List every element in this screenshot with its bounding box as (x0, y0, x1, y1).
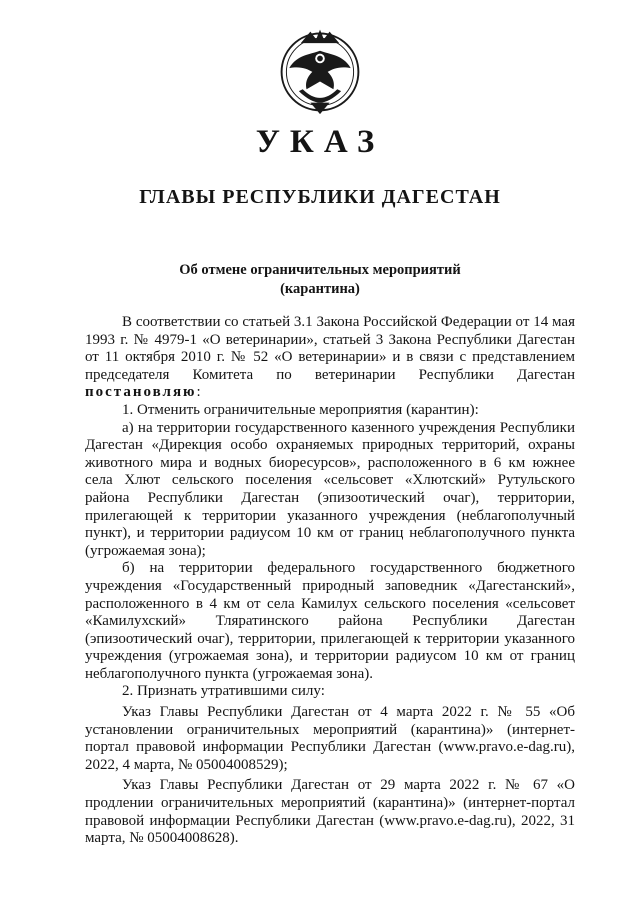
document-type-heading: УКАЗ (255, 124, 385, 160)
decree-punct: : (196, 384, 201, 401)
document-body (85, 314, 575, 848)
item-2: 2. Признать утратившими силу: (122, 683, 325, 700)
item-2b: Указ Главы Республики Дагестан от 29 марта 2022 г. № 67 «О продлении ограничительных мероприятий (карантина)» (интернет-портал правовой информации Республики Дагестан (www.pravo.e-dag.ru), 2022, 31 марта, № 05004008628). (85, 777, 575, 847)
document-issuer-heading: ГЛАВЫ РЕСПУБЛИКИ ДАГЕСТАН (139, 186, 501, 208)
decree-word: постановляю (85, 384, 197, 401)
dagestan-coat-of-arms-icon (272, 22, 368, 118)
item-1: 1. Отменить ограничительные мероприятия (карантин): (122, 401, 479, 418)
title-line-2: (карантина) (280, 281, 360, 297)
item-1a: а) на территории государственного казенного учреждения Республики Дагестан «Дирекция особо охраняемых природных территорий, охраны животного мира и водных биоресурсов», расположенного в 6 км южнее села Хлют сельского поселения «сельсовет «Хлютский» Рутульского района Республики Дагестан (эпизоотический очаг), территории, прилегающей к территории указанного учреждения (неблагополучный пункт), и территории радиусом 10 км от границ неблагополучного пункта (угрожаемая зона); (85, 419, 575, 559)
preamble-paragraph (85, 314, 575, 402)
preamble-text: В соответствии со статьей 3.1 Закона Российской Федерации от 14 мая 1993 г. № 4979-1 «О ветеринарии», статьей 3 Закона Республики Дагестан от 11 октября 2010 г. № 52 «О ветеринарии» и в связи с представлением председателя Комитета по ветеринарии Республики Дагестан (85, 314, 575, 383)
document-title (0, 261, 640, 299)
item-1b: б) на территории федерального государственного бюджетного учреждения «Государственный природный заповедник «Дагестанский», расположенного в 4 км от села Камилух сельского поселения «сельсовет «Камилухский» Тляратинского района Республики Дагестан (эпизоотический очаг), территории, прилегающей к территории указанного учреждения (угрожаемая зона), и территории радиусом 10 км от границ неблагополучного пункта (угрожаемая зона). (85, 560, 575, 682)
item-2a: Указ Главы Республики Дагестан от 4 марта 2022 г. № 55 «Об установлении ограничительных мероприятий (карантина)» (интернет-портал правовой информации Республики Дагестан (www.pravo.e-dag.ru), 2022, 4 марта, № 05004008529); (85, 704, 575, 773)
title-line-1: Об отмене ограничительных мероприятий (179, 262, 461, 278)
